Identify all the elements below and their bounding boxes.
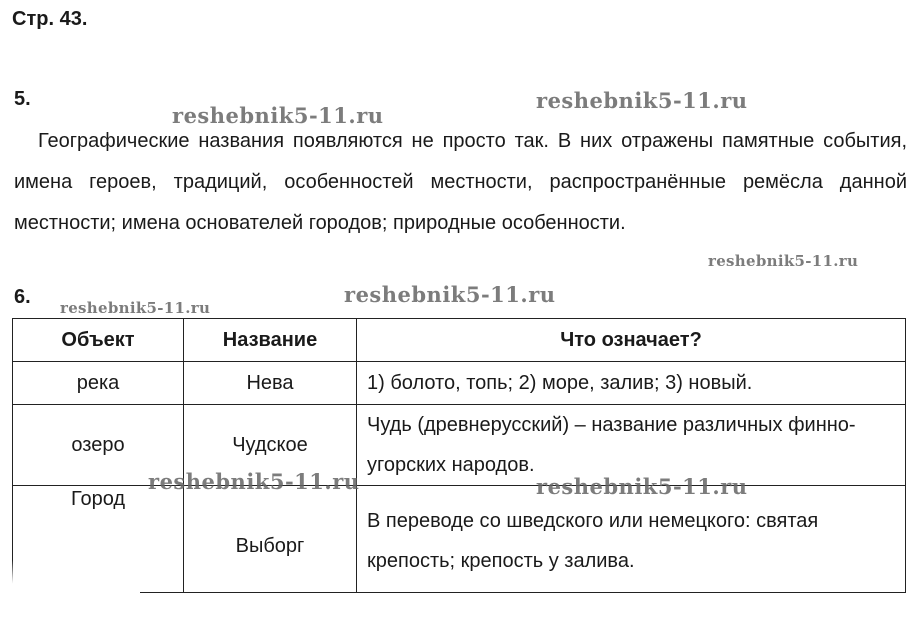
bottom-left-fade xyxy=(0,560,140,619)
watermark: reshebnik5-11.ru xyxy=(536,88,748,113)
column-header-name: Название xyxy=(184,319,357,362)
answer-table xyxy=(12,318,906,593)
column-header-object: Объект xyxy=(13,319,184,362)
cell-name: Выборг xyxy=(184,486,357,593)
table-row xyxy=(13,405,906,486)
column-header-meaning: Что означает? xyxy=(357,319,906,362)
cell-name: Нева xyxy=(184,362,357,405)
cell-object: Город xyxy=(13,486,184,593)
watermark: reshebnik5-11.ru xyxy=(148,469,360,494)
task-5-text: Географические названия появляются не просто так. В них отражены памятные события, имена героев, традиций, особенностей местности, распространённые ремёсла данной местности; имена основателей городов; природные особенности. xyxy=(14,130,907,234)
cell-meaning: Чудь (древнерусский) – название различных финно-угорских народов. xyxy=(357,405,906,486)
cell-meaning: В переводе со шведского или немецкого: святая крепость; крепость у залива. xyxy=(357,486,906,593)
task-6-number: 6. xyxy=(14,286,31,308)
watermark: reshebnik5-11.ru xyxy=(60,299,211,317)
page-title: Стр. 43. xyxy=(12,8,88,30)
table-header-row xyxy=(13,319,906,362)
cell-name: Чудское xyxy=(184,405,357,486)
cell-object: река xyxy=(13,362,184,405)
watermark: reshebnik5-11.ru xyxy=(344,282,556,307)
watermark: reshebnik5-11.ru xyxy=(708,252,859,270)
task-5-number: 5. xyxy=(14,88,31,110)
watermark: reshebnik5-11.ru xyxy=(172,103,384,128)
table-row xyxy=(13,486,906,593)
watermark: reshebnik5-11.ru xyxy=(536,474,748,499)
cell-meaning: 1) болото, топь; 2) море, залив; 3) новый. xyxy=(357,362,906,405)
cell-object: озеро xyxy=(13,405,184,486)
table-row xyxy=(13,362,906,405)
